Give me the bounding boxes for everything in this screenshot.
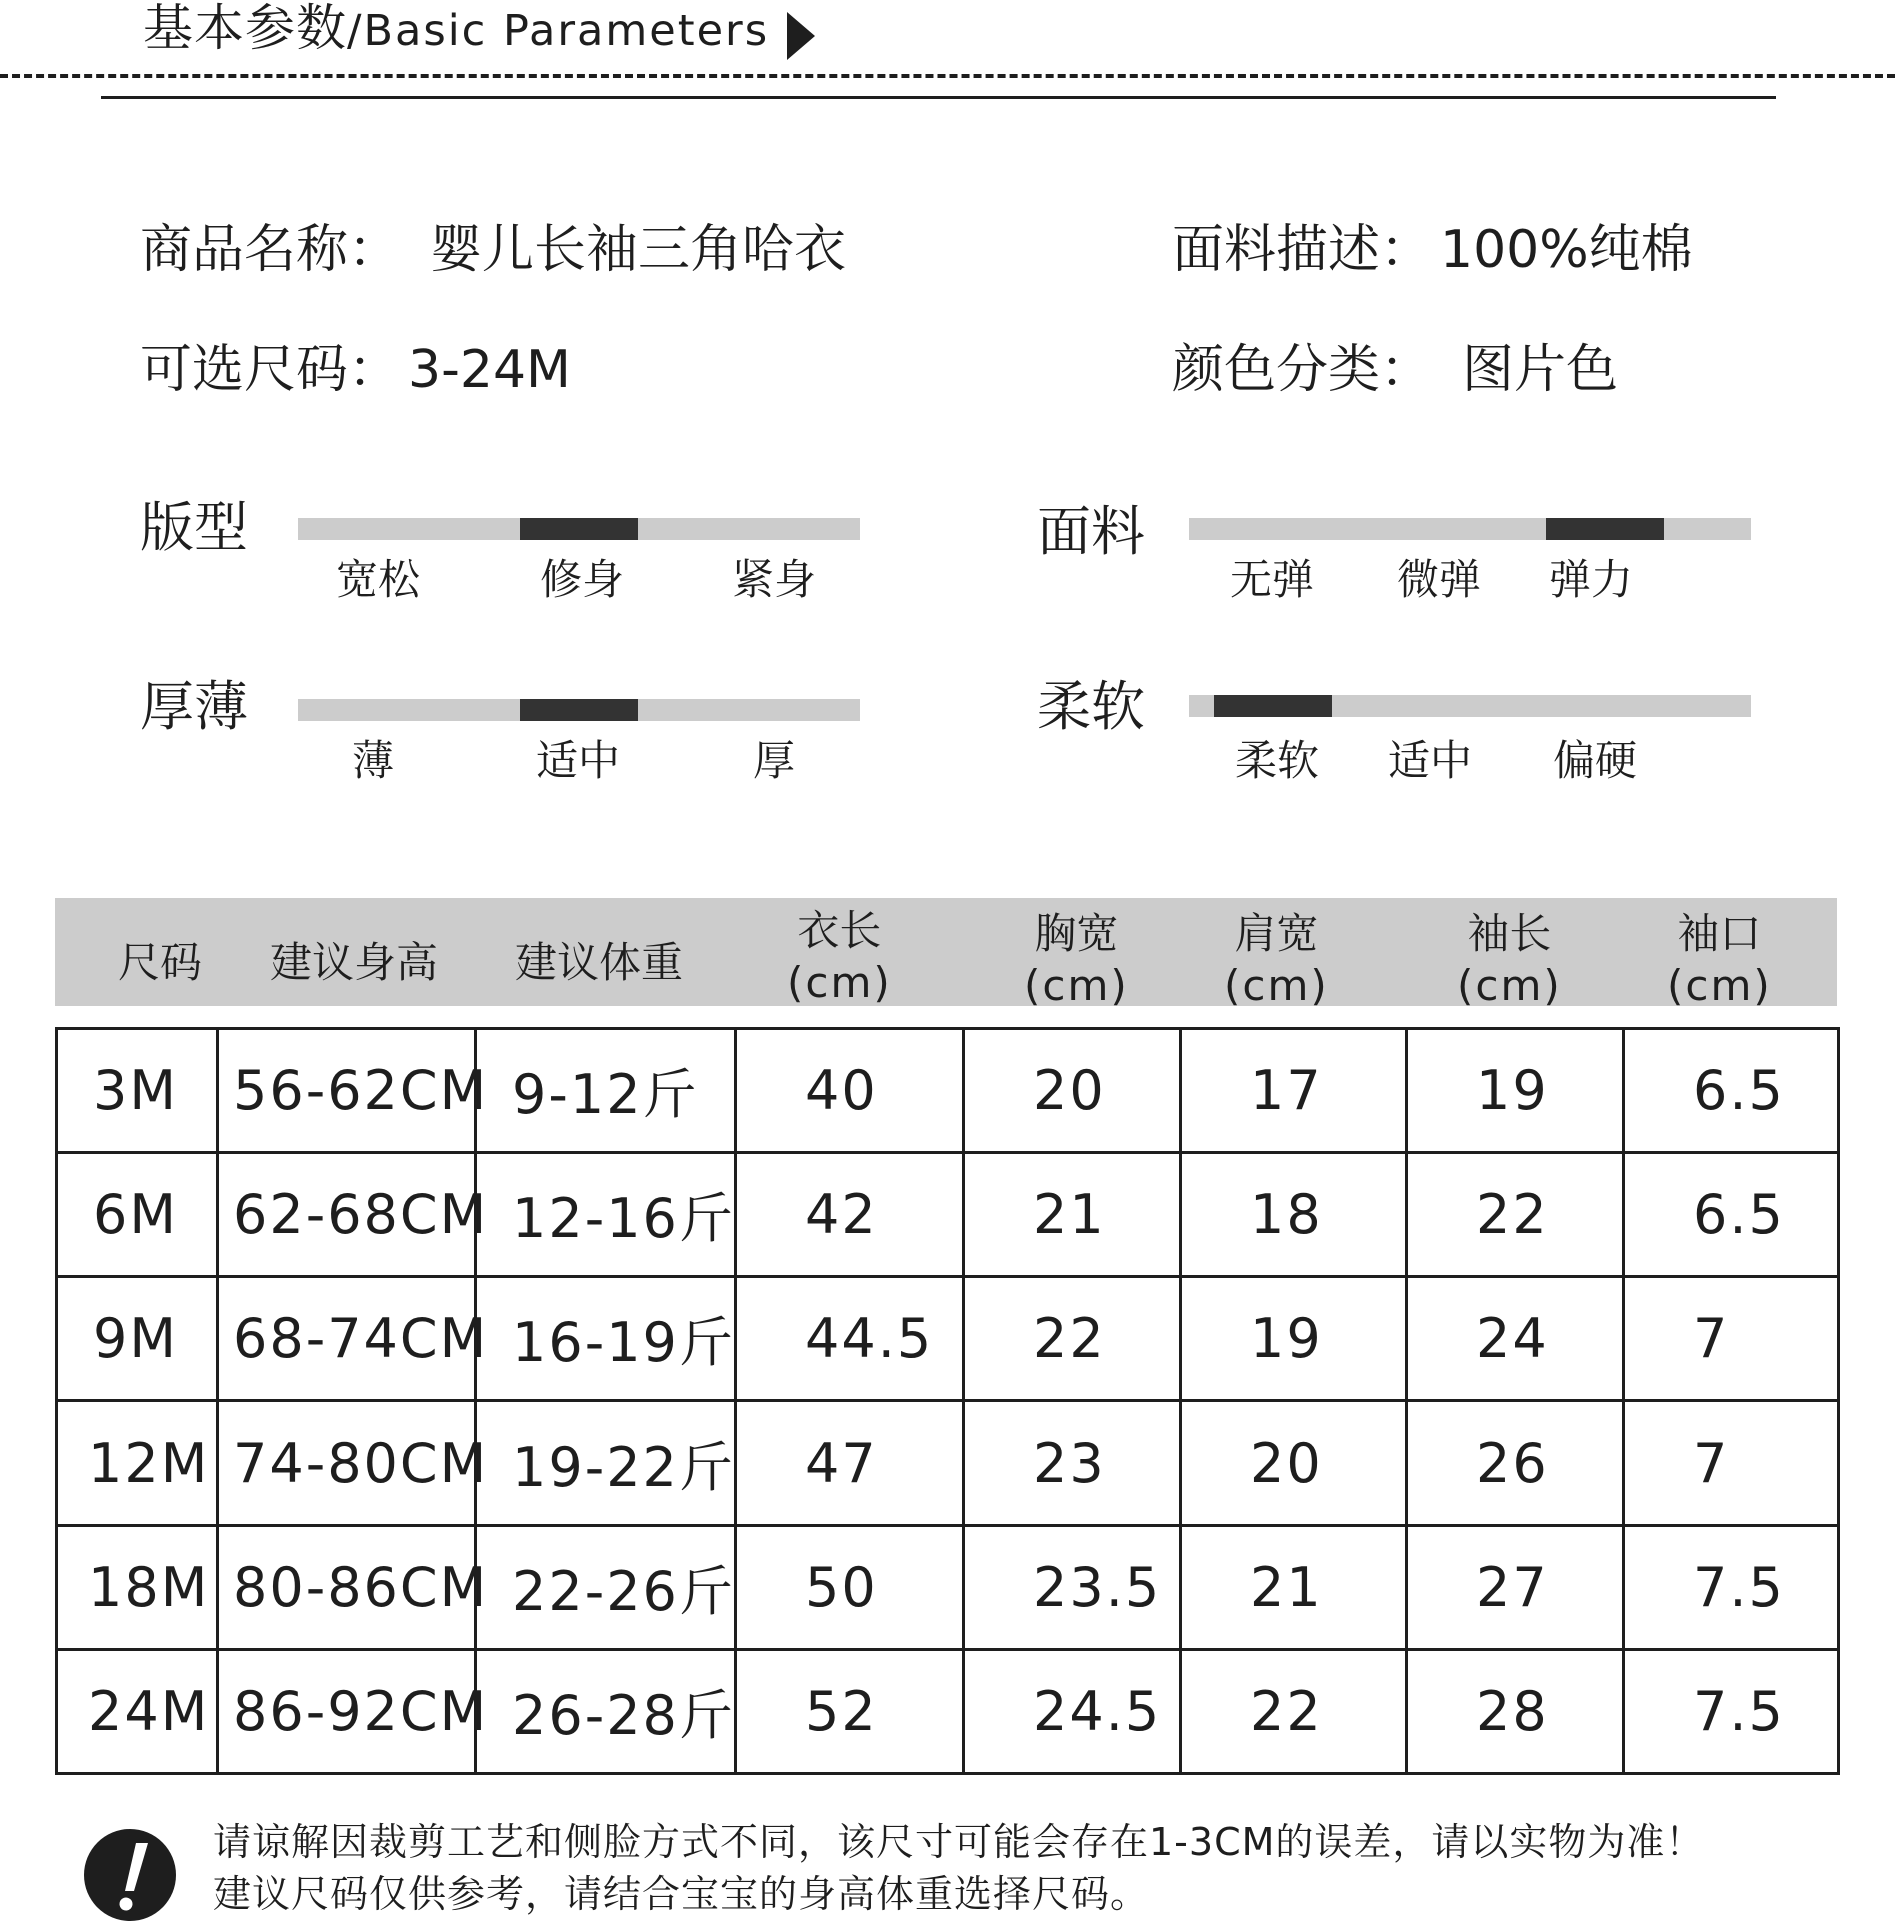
header-unit: (cm) — [1024, 961, 1129, 1010]
cell-cuff: 6.5 — [1624, 1153, 1839, 1277]
header-name: 肩宽 — [1234, 909, 1319, 958]
cell-chest: 23.5 — [964, 1525, 1181, 1649]
scale-tick: 薄 — [352, 736, 395, 785]
cell-length: 42 — [736, 1153, 964, 1277]
cell-weight: 26-28斤 — [476, 1649, 736, 1773]
cell-sleeve: 22 — [1407, 1153, 1624, 1277]
cell-length: 44.5 — [736, 1277, 964, 1401]
size-table-body — [57, 1029, 1839, 1774]
cell-cuff: 7.5 — [1624, 1649, 1839, 1773]
cell-chest: 23 — [964, 1401, 1181, 1525]
notice-line-1: 请谅解因裁剪工艺和侧脸方式不同，该尺寸可能会存在1-3CM的误差，请以实物为准！ — [213, 1820, 1705, 1864]
section-title — [143, 0, 769, 61]
table-header-shoulder — [1224, 908, 1329, 1012]
cell-height: 68-74CM — [218, 1277, 476, 1401]
header-name: 衣长 — [797, 906, 882, 955]
size-value: 3-24M — [408, 340, 571, 400]
cell-size: 18M — [57, 1525, 218, 1649]
table-row — [57, 1029, 1839, 1153]
color-info — [1172, 338, 1618, 402]
header-unit: (cm) — [1667, 961, 1772, 1010]
cell-chest: 22 — [964, 1277, 1181, 1401]
scale-tick: 厚 — [753, 736, 796, 785]
cell-cuff: 6.5 — [1624, 1029, 1839, 1153]
table-header-height: 建议身高 — [270, 938, 439, 987]
table-row — [57, 1153, 1839, 1277]
cell-chest: 24.5 — [964, 1649, 1181, 1773]
cell-shoulder: 21 — [1181, 1525, 1407, 1649]
solid-divider — [101, 96, 1776, 99]
cell-height: 74-80CM — [218, 1401, 476, 1525]
cell-cuff: 7.5 — [1624, 1525, 1839, 1649]
scale-track — [1189, 518, 1751, 540]
size-table — [55, 1027, 1840, 1775]
cell-sleeve: 27 — [1407, 1525, 1624, 1649]
cell-shoulder: 18 — [1181, 1153, 1407, 1277]
scale-indicator — [1546, 518, 1664, 540]
exclamation-circle-icon — [84, 1829, 176, 1921]
cell-length: 47 — [736, 1401, 964, 1525]
cell-size: 6M — [57, 1153, 218, 1277]
cell-cuff: 7 — [1624, 1277, 1839, 1401]
attribute-label: 柔软 — [1037, 675, 1145, 738]
cell-chest: 21 — [964, 1153, 1181, 1277]
product-name-value: 婴儿长袖三角哈衣 — [430, 220, 847, 280]
attribute-label: 厚薄 — [140, 675, 248, 738]
scale-tick: 适中 — [1388, 736, 1473, 785]
size-label: 可选尺码： — [140, 340, 401, 400]
cell-sleeve: 24 — [1407, 1277, 1624, 1401]
scale-tick: 紧身 — [732, 555, 817, 604]
cell-sleeve: 19 — [1407, 1029, 1624, 1153]
header-name: 袖口 — [1677, 909, 1762, 958]
table-header-cuff — [1667, 908, 1772, 1012]
cell-weight: 16-19斤 — [476, 1277, 736, 1401]
attribute-label: 面料 — [1037, 500, 1145, 563]
header-name: 袖长 — [1467, 909, 1552, 958]
cell-height: 62-68CM — [218, 1153, 476, 1277]
table-row — [57, 1401, 1839, 1525]
header-unit: (cm) — [787, 958, 892, 1007]
fabric-value: 100%纯棉 — [1440, 220, 1693, 280]
cell-shoulder: 22 — [1181, 1649, 1407, 1773]
cell-sleeve: 26 — [1407, 1401, 1624, 1525]
scale-tick: 微弹 — [1397, 555, 1482, 604]
cell-shoulder: 20 — [1181, 1401, 1407, 1525]
scale-tick: 偏硬 — [1553, 736, 1638, 785]
scale-tick: 适中 — [536, 736, 621, 785]
size-info — [140, 338, 571, 402]
table-header-size: 尺码 — [118, 938, 203, 987]
fabric-label: 面料描述： — [1172, 220, 1433, 280]
triangle-right-icon — [787, 12, 815, 60]
header-unit: (cm) — [1457, 961, 1562, 1010]
table-header-length — [787, 905, 892, 1009]
cell-height: 56-62CM — [218, 1029, 476, 1153]
cell-weight: 12-16斤 — [476, 1153, 736, 1277]
scale-tick: 无弹 — [1230, 555, 1315, 604]
cell-length: 52 — [736, 1649, 964, 1773]
scale-tick: 宽松 — [336, 555, 421, 604]
product-name-info — [140, 218, 846, 282]
color-value: 图片色 — [1462, 340, 1619, 400]
cell-length: 40 — [736, 1029, 964, 1153]
table-row — [57, 1277, 1839, 1401]
scale-tick: 修身 — [540, 555, 625, 604]
attribute-label: 版型 — [140, 496, 248, 559]
color-label: 颜色分类： — [1172, 340, 1433, 400]
cell-length: 50 — [736, 1525, 964, 1649]
scale-indicator — [520, 518, 638, 540]
cell-chest: 20 — [964, 1029, 1181, 1153]
notice-line-2: 建议尺码仅供参考，请结合宝宝的身高体重选择尺码。 — [213, 1872, 1150, 1916]
cell-height: 80-86CM — [218, 1525, 476, 1649]
cell-weight: 22-26斤 — [476, 1525, 736, 1649]
scale-track — [1189, 695, 1751, 717]
scale-tick: 柔软 — [1235, 736, 1320, 785]
table-row — [57, 1649, 1839, 1773]
scale-track — [298, 518, 860, 540]
header-name: 胸宽 — [1034, 909, 1119, 958]
header-unit: (cm) — [1224, 961, 1329, 1010]
product-name-label: 商品名称： — [140, 220, 401, 280]
cell-cuff: 7 — [1624, 1401, 1839, 1525]
cell-size: 24M — [57, 1649, 218, 1773]
scale-indicator — [520, 699, 638, 721]
cell-weight: 19-22斤 — [476, 1401, 736, 1525]
table-header-chest — [1024, 908, 1129, 1012]
cell-weight: 9-12斤 — [476, 1029, 736, 1153]
cell-shoulder: 19 — [1181, 1277, 1407, 1401]
table-header-sleeve — [1457, 908, 1562, 1012]
scale-tick: 弹力 — [1549, 555, 1634, 604]
cell-height: 86-92CM — [218, 1649, 476, 1773]
table-header-weight: 建议体重 — [515, 938, 684, 987]
section-title-en: /Basic Parameters — [347, 6, 770, 56]
cell-sleeve: 28 — [1407, 1649, 1624, 1773]
cell-shoulder: 17 — [1181, 1029, 1407, 1153]
scale-track — [298, 699, 860, 721]
cell-size: 3M — [57, 1029, 218, 1153]
fabric-info — [1172, 218, 1693, 282]
scale-indicator — [1214, 695, 1332, 717]
table-row — [57, 1525, 1839, 1649]
section-title-cn: 基本参数 — [143, 0, 347, 57]
cell-size: 12M — [57, 1401, 218, 1525]
cell-size: 9M — [57, 1277, 218, 1401]
dotted-divider — [0, 74, 1895, 78]
